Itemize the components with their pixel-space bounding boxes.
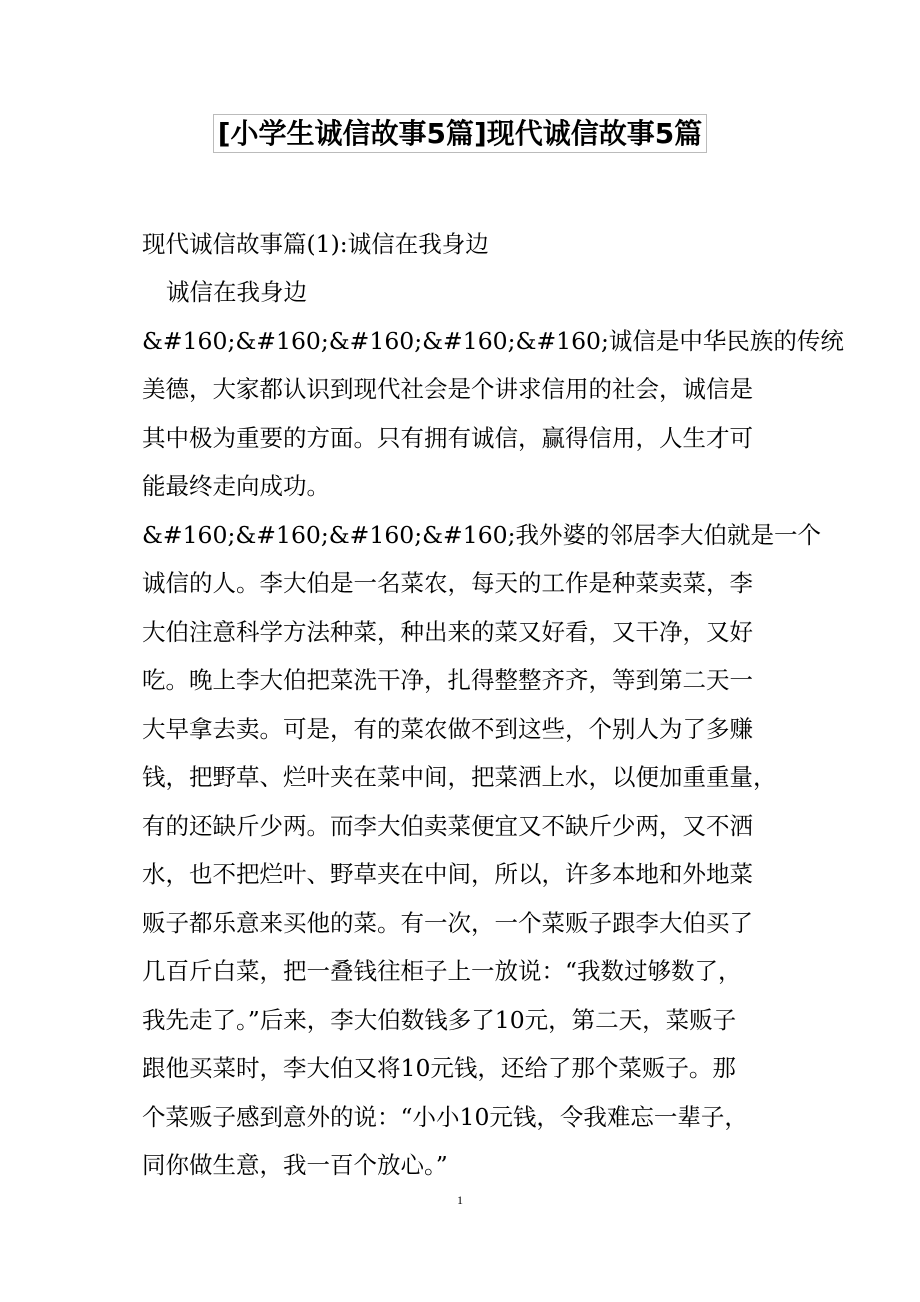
page-number: 1 (457, 1193, 463, 1207)
paragraph-line: 吃。晚上李大伯把菜洗干净，扎得整整齐齐，等到第二天一 (142, 666, 753, 694)
paragraph-line: 水，也不把烂叶、野草夹在中间，所以，许多本地和外地菜 (142, 860, 753, 888)
document-title-text: [小学生诚信故事5篇]现代诚信故事5篇 (213, 114, 708, 153)
paragraph-line: 其中极为重要的方面。只有拥有诚信，赢得信用，人生才可 (142, 424, 753, 452)
paragraph-line: 几百斤白菜，把一叠钱往柜子上一放说：“我数过够数了， (142, 957, 742, 985)
paragraph-line: 有的还缺斤少两。而李大伯卖菜便宜又不缺斤少两，又不洒 (142, 812, 753, 840)
paragraph-line: 同你做生意，我一百个放心。” (142, 1151, 448, 1179)
paragraph-line: 大早拿去卖。可是，有的菜农做不到这些，个别人为了多赚 (142, 715, 753, 743)
paragraph-line: 诚信的人。李大伯是一名菜农，每天的工作是种菜卖菜，李 (142, 569, 753, 597)
paragraph-line: 我先走了。”后来，李大伯数钱多了10元，第二天，菜贩子 (142, 1006, 737, 1034)
paragraph-line: 贩子都乐意来买他的菜。有一次，一个菜贩子跟李大伯买了 (142, 909, 753, 937)
document-title (0, 112, 920, 152)
paragraph-line: &#160;&#160;&#160;&#160;我外婆的邻居李大伯就是一个 (142, 521, 822, 549)
paragraph-line: 能最终走向成功。 (142, 472, 330, 500)
section-heading: 现代诚信故事篇(1):诚信在我身边 (142, 230, 489, 258)
paragraph-line: 个菜贩子感到意外的说：“小小10元钱，令我难忘一辈子， (142, 1103, 748, 1131)
section-subheading: 诚信在我身边 (166, 278, 307, 306)
paragraph-line: 跟他买菜时，李大伯又将10元钱，还给了那个菜贩子。那 (142, 1054, 736, 1082)
paragraph-line: 大伯注意科学方法种菜，种出来的菜又好看，又干净，又好 (142, 618, 753, 646)
paragraph-line: 钱，把野草、烂叶夹在菜中间，把菜洒上水，以便加重重量， (142, 763, 777, 791)
paragraph-line: 美德，大家都认识到现代社会是个讲求信用的社会，诚信是 (142, 375, 753, 403)
paragraph-line: &#160;&#160;&#160;&#160;&#160;诚信是中华民族的传统 (142, 327, 844, 355)
